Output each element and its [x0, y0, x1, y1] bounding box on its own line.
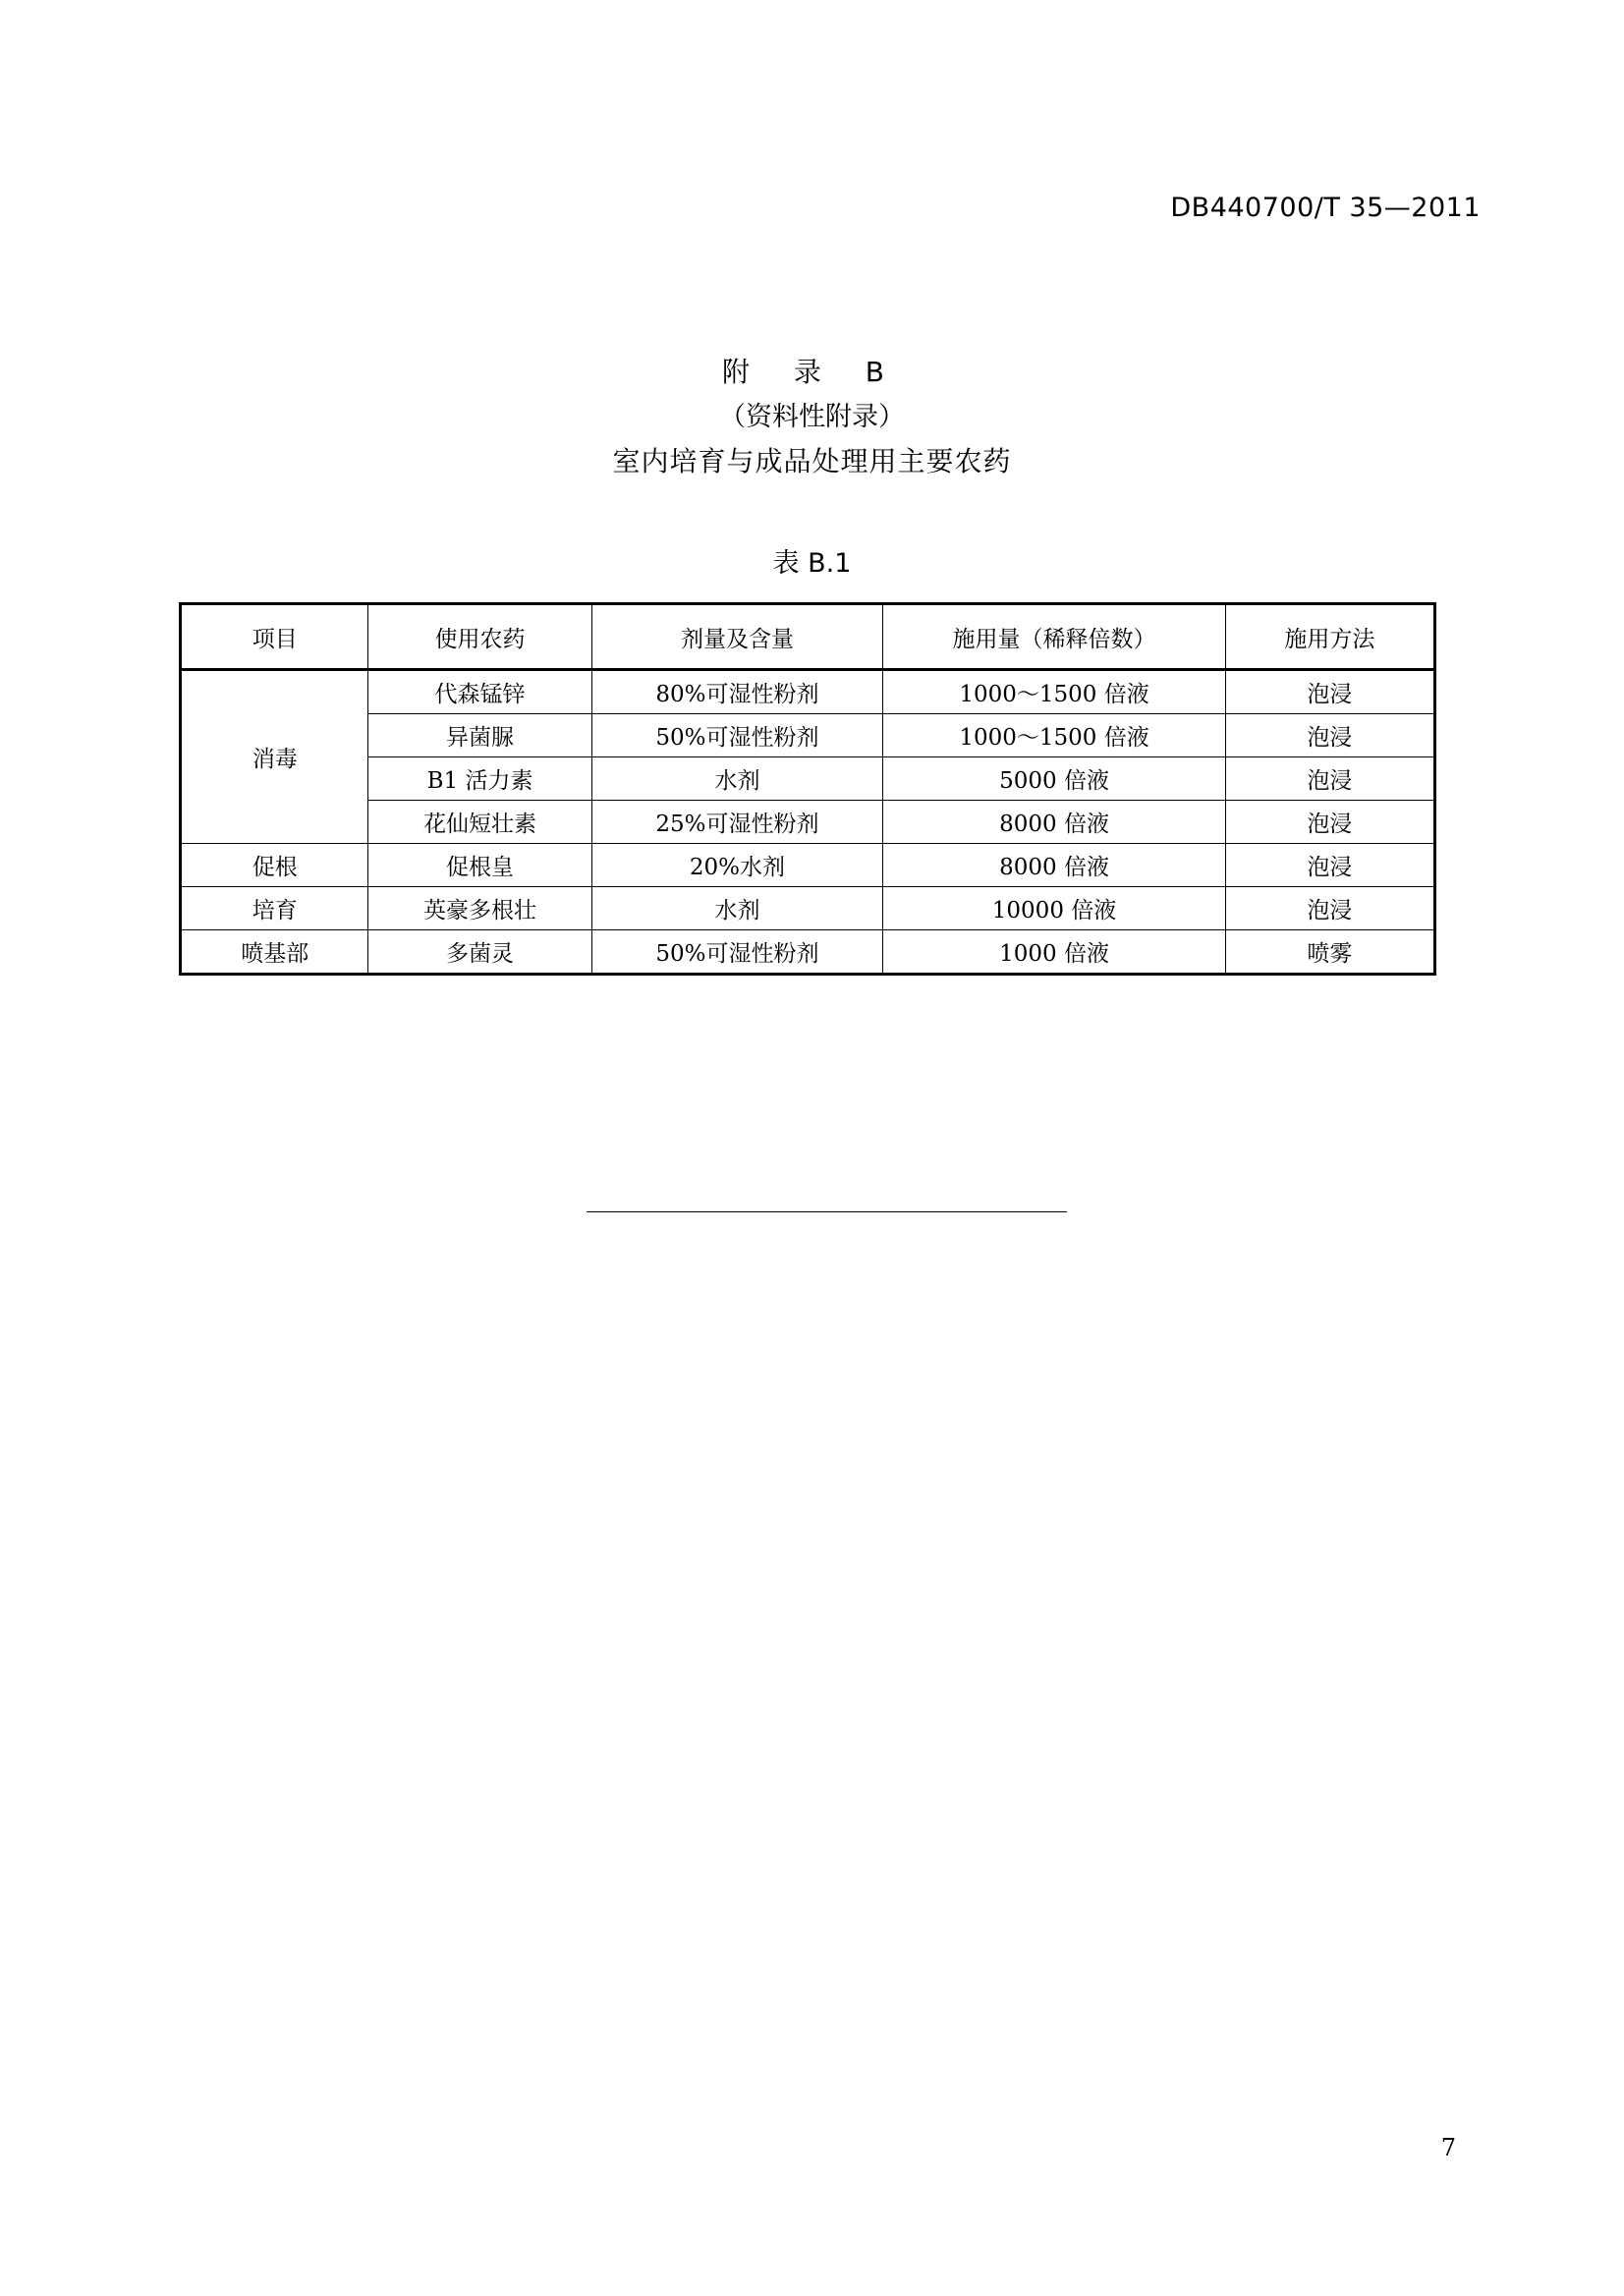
table-row	[181, 757, 1435, 801]
dosage-cell: 25%可湿性粉剂	[591, 801, 883, 844]
amount-cell: 5000 倍液	[883, 757, 1225, 801]
table-row	[181, 714, 1435, 757]
appendix-subtitle: （资料性附录）	[719, 402, 905, 432]
dosage-cell: 50%可湿性粉剂	[591, 714, 883, 757]
amount-cell: 8000 倍液	[883, 801, 1225, 844]
pesticide-cell: B1 活力素	[368, 757, 591, 801]
appendix-name: 室内培育与成品处理用主要农药	[612, 445, 1012, 477]
table-row	[181, 887, 1435, 930]
dosage-cell: 80%可湿性粉剂	[591, 670, 883, 714]
header-method: 施用方法	[1225, 604, 1434, 670]
dosage-cell: 水剂	[591, 887, 883, 930]
method-cell: 泡浸	[1225, 670, 1434, 714]
table-header-row	[181, 604, 1435, 670]
header-item: 项目	[181, 604, 368, 670]
table-caption: 表 B.1	[772, 548, 852, 579]
pesticide-table	[179, 602, 1436, 976]
amount-cell: 1000～1500 倍液	[883, 670, 1225, 714]
document-number: DB440700/T 35—2011	[1170, 193, 1481, 223]
group-cell-cultivate: 培育	[181, 887, 368, 930]
appendix-title: 附 录 B	[721, 356, 902, 388]
pesticide-cell: 代森锰锌	[368, 670, 591, 714]
pesticide-cell: 花仙短壮素	[368, 801, 591, 844]
header-pesticide: 使用农药	[368, 604, 591, 670]
dosage-cell: 水剂	[591, 757, 883, 801]
table-row	[181, 801, 1435, 844]
group-cell-disinfect: 消毒	[181, 670, 368, 844]
table-row	[181, 930, 1435, 975]
page-number: 7	[1440, 2134, 1456, 2161]
amount-cell: 1000～1500 倍液	[883, 714, 1225, 757]
amount-cell: 8000 倍液	[883, 844, 1225, 887]
header-dosage: 剂量及含量	[591, 604, 883, 670]
dosage-cell: 20%水剂	[591, 844, 883, 887]
group-cell-spray-base: 喷基部	[181, 930, 368, 975]
method-cell: 泡浸	[1225, 757, 1434, 801]
method-cell: 泡浸	[1225, 801, 1434, 844]
group-cell-rooting: 促根	[181, 844, 368, 887]
method-cell: 喷雾	[1225, 930, 1434, 975]
pesticide-cell: 英豪多根壮	[368, 887, 591, 930]
table-row	[181, 844, 1435, 887]
amount-cell: 10000 倍液	[883, 887, 1225, 930]
pesticide-cell: 多菌灵	[368, 930, 591, 975]
dosage-cell: 50%可湿性粉剂	[591, 930, 883, 975]
end-of-appendix-rule	[587, 1211, 1067, 1212]
method-cell: 泡浸	[1225, 714, 1434, 757]
method-cell: 泡浸	[1225, 887, 1434, 930]
amount-cell: 1000 倍液	[883, 930, 1225, 975]
table-row	[181, 670, 1435, 714]
pesticide-cell: 促根皇	[368, 844, 591, 887]
method-cell: 泡浸	[1225, 844, 1434, 887]
header-amount: 施用量（稀释倍数）	[883, 604, 1225, 670]
pesticide-cell: 异菌脲	[368, 714, 591, 757]
